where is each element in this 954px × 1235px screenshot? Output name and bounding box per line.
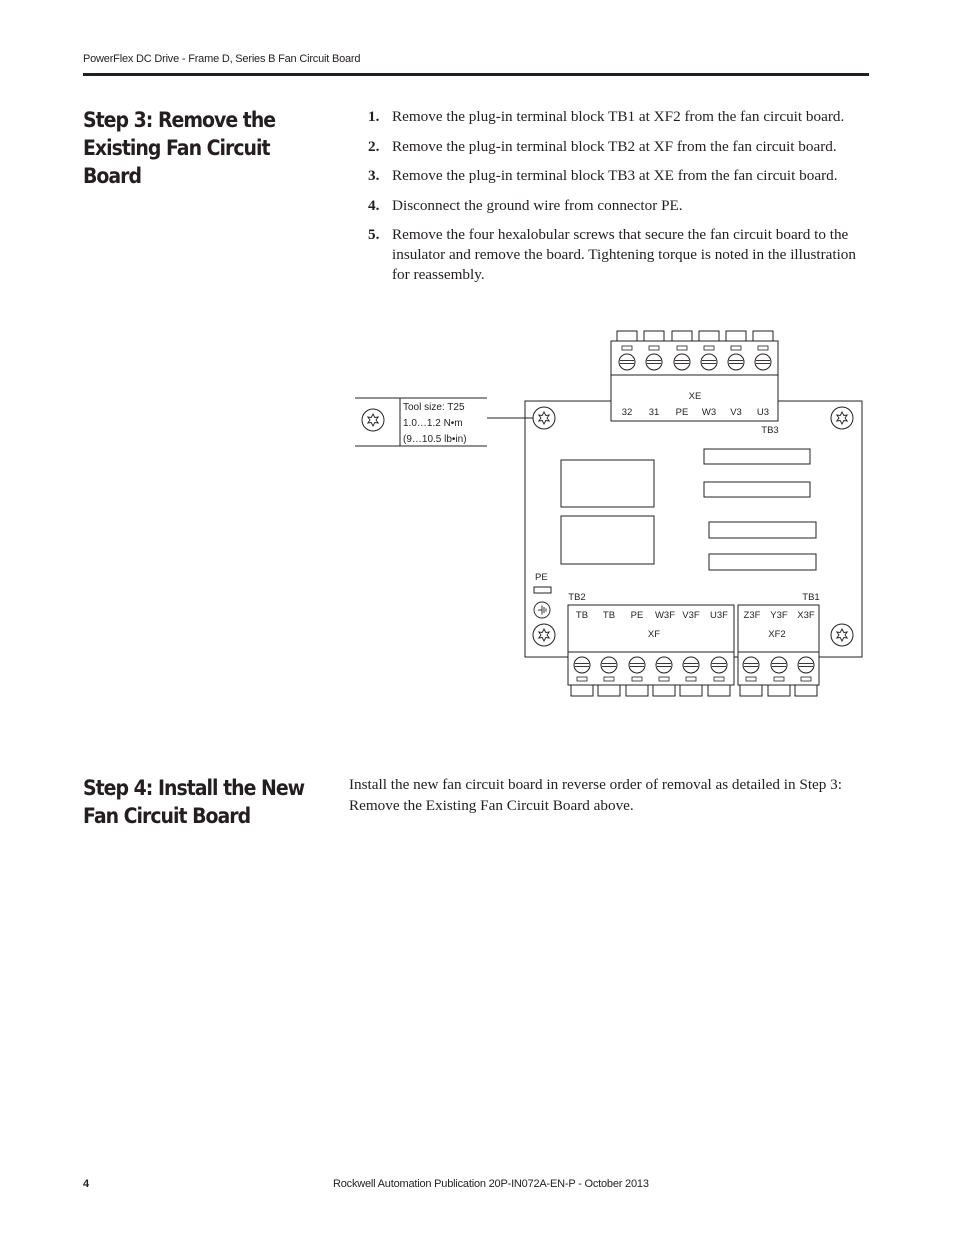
publication-footer: Rockwell Automation Publication 20P-IN072A-EN-P - October 2013 xyxy=(333,1178,649,1190)
instruction-text: Remove the four hexalobular screws that secure the fan circuit board to the insulator and remove the board. Tightening torque is noted in the illustration for reassembly. xyxy=(392,226,856,284)
xf-pin-label: TB xyxy=(602,610,616,621)
xf2-pin-label: Y3F xyxy=(770,610,788,621)
instruction-number: 3. xyxy=(368,167,380,185)
xe-pin-label: PE xyxy=(675,407,689,418)
xe-pin-label: U3 xyxy=(756,407,770,418)
tb1-terminal-block xyxy=(738,592,820,696)
board-component xyxy=(561,516,654,564)
xf-pin-label: V3F xyxy=(682,610,700,621)
xe-pin-label: W3 xyxy=(701,407,717,418)
xe-pin-label: 32 xyxy=(621,407,633,418)
xe-connector-label: XE xyxy=(688,391,702,402)
tb2-terminal-block xyxy=(568,592,734,696)
board-component xyxy=(704,449,810,464)
step4-text: Install the new fan circuit board in reverse order of removal as detailed in Step 3: Remove the Existing Fan Circuit Board above. xyxy=(349,776,842,814)
xf-pin-label: U3F xyxy=(710,610,728,621)
instruction-text: Remove the plug-in terminal block TB3 at XE from the fan circuit board. xyxy=(392,167,838,185)
xf2-pin-label: X3F xyxy=(797,610,815,621)
mounting-screw-icon xyxy=(533,407,555,429)
xe-pin-label: V3 xyxy=(730,407,742,418)
mounting-screw-icon xyxy=(831,407,853,429)
xf-pin-label: PE xyxy=(630,610,644,621)
instruction-text: Remove the plug-in terminal block TB1 at XF2 from the fan circuit board. xyxy=(392,108,845,125)
torque-nm-label: 1.0…1.2 N•m xyxy=(403,418,463,429)
step4-heading: Step 4: Install the New Fan Circuit Board xyxy=(83,776,305,828)
instruction-number: 2. xyxy=(368,137,380,155)
instruction-number: 1. xyxy=(368,108,380,125)
page-number: 4 xyxy=(83,1178,90,1190)
step3-heading: Step 3: Remove the Existing Fan Circuit Board xyxy=(83,108,276,188)
torque-callout xyxy=(355,398,535,446)
running-header: PowerFlex DC Drive - Frame D, Series B Fan Circuit Board xyxy=(83,53,361,65)
t25-screw-icon xyxy=(362,409,384,431)
tb3-label: TB3 xyxy=(761,425,779,436)
board-component xyxy=(704,482,810,497)
xf-pin-label: W3F xyxy=(654,610,676,621)
mounting-screw-icon xyxy=(831,624,853,646)
xe-pin-label: 31 xyxy=(648,407,660,418)
board-component xyxy=(709,554,816,570)
pe-label: PE xyxy=(535,572,548,583)
pe-terminal xyxy=(534,587,551,593)
xf-pin-label: TB xyxy=(575,610,589,621)
xf2-pin-label: Z3F xyxy=(743,610,761,621)
tb3-terminal-block xyxy=(611,331,779,436)
instruction-text: Remove the plug-in terminal block TB2 at XF from the fan circuit board. xyxy=(392,137,837,155)
board-component xyxy=(561,460,654,507)
ground-symbol-icon xyxy=(534,602,550,618)
tb2-label: TB2 xyxy=(568,592,586,603)
tool-size-label: Tool size: T25 xyxy=(403,402,465,413)
xf2-connector-label: XF2 xyxy=(768,629,786,640)
board-component xyxy=(709,522,816,538)
instruction-number: 4. xyxy=(368,196,380,214)
xf-connector-label: XF xyxy=(647,629,661,640)
instruction-number: 5. xyxy=(368,226,380,244)
mounting-screw-icon xyxy=(533,624,555,646)
torque-lbin-label: (9…10.5 lb•in) xyxy=(403,434,467,445)
instruction-text: Disconnect the ground wire from connector PE. xyxy=(392,196,683,214)
tb1-label: TB1 xyxy=(802,592,820,603)
